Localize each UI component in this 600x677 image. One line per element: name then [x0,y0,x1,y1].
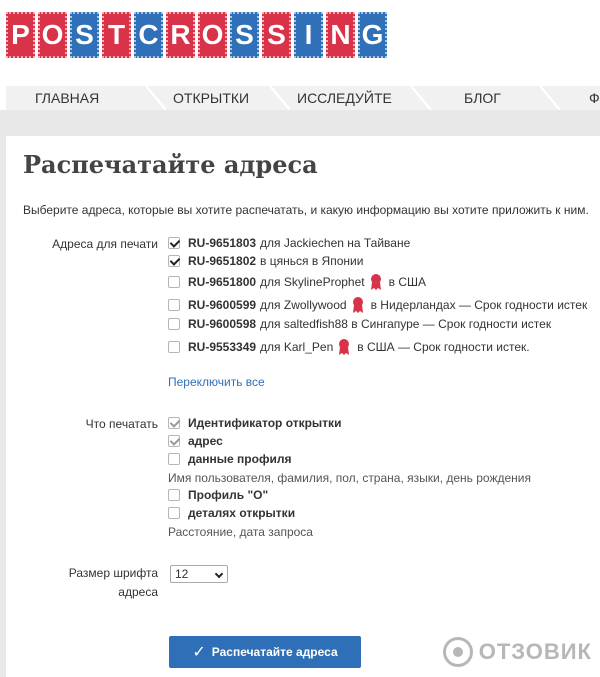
address-row[interactable] [168,338,530,356]
address-text: для saltedfish88 в Сингапуре — Срок годности истек [260,317,552,331]
ribbon-icon [337,338,351,356]
print-option[interactable] [168,452,291,466]
logo-letter: R [166,12,195,58]
profile-hint: Имя пользователя, фамилия, пол, страна, языки, день рождения [168,471,532,485]
address-checkbox[interactable] [168,276,180,288]
print-option-checkbox[interactable] [168,489,180,501]
address-text: в цянься в Японии [260,254,364,268]
nav-spacer [0,110,600,136]
logo-letter: G [358,12,387,58]
chevron-down-icon [215,570,223,578]
nav-item-forum[interactable]: Ф [589,90,600,106]
details-hint: Расстояние, дата запроса [168,525,313,539]
print-option[interactable] [168,506,295,520]
print-option[interactable] [168,488,268,502]
print-addresses-button[interactable] [169,636,361,668]
otzovik-logo-icon [443,637,473,667]
nav-divider [146,86,166,110]
logo-letter: N [326,12,355,58]
address-row[interactable] [168,273,426,291]
print-option-checkbox[interactable] [168,435,180,447]
print-option-checkbox[interactable] [168,507,180,519]
address-recipient: для SkylineProphet [260,275,365,289]
logo-letter: O [198,12,227,58]
logo-letter: C [134,12,163,58]
address-country: в США — Срок годности истек. [357,340,530,354]
address-checkbox[interactable] [168,237,180,249]
address-checkbox[interactable] [168,299,180,311]
address-checkbox[interactable] [168,318,180,330]
address-row[interactable] [168,254,363,268]
logo-letter: O [38,12,67,58]
postcard-code[interactable]: RU-9600599 [188,298,257,312]
address-row[interactable] [168,296,587,314]
logo-letter: S [262,12,291,58]
logo-letter: S [70,12,99,58]
print-addresses-button-label: Распечатайте адреса [211,645,338,659]
postcard-code[interactable]: RU-9651802 [188,254,257,268]
nav-item-blog[interactable]: БЛОГ [464,90,501,106]
nav-bar [6,86,600,110]
site-header [0,0,600,86]
address-checkbox[interactable] [168,341,180,353]
page-intro: Выберите адреса, которые вы хотите распечатать, и какую информацию вы хотите приложить к ним. [23,203,589,217]
ribbon-icon [369,273,383,291]
checkmark-icon: ✓ [192,644,206,661]
font-size-value: 12 [175,567,189,581]
otzovik-watermark [443,637,592,667]
address-row[interactable] [168,317,551,331]
postcard-code[interactable]: RU-9651800 [188,275,257,289]
nav-item-explore[interactable]: ИССЛЕДУЙТЕ [297,90,392,106]
logo-letter: T [102,12,131,58]
main-content [6,136,600,677]
print-option-label: данные профиля [188,452,292,466]
logo-letter: I [294,12,323,58]
nav-divider [270,86,290,110]
print-option-checkbox[interactable] [168,453,180,465]
nav-divider [540,86,560,110]
address-text: для Jackiechen на Тайване [260,236,411,250]
nav-item-postcards[interactable]: ОТКРЫТКИ [173,90,250,106]
nav-divider [411,86,431,110]
print-option-checkbox[interactable] [168,417,180,429]
font-size-label-line2: адреса [118,585,158,599]
font-size-label [24,566,158,599]
print-option-label: Идентификатор открытки [188,416,342,430]
postcard-code[interactable]: RU-9553349 [188,340,257,354]
logo-letter: P [6,12,35,58]
address-country: в Нидерландах — Срок годности истек [370,298,588,312]
toggle-all-link[interactable]: Переключить все [168,375,265,389]
print-option-label: Профиль "О" [188,488,269,502]
font-size-select[interactable] [170,565,228,583]
nav-item-home[interactable]: ГЛАВНАЯ [35,90,100,106]
addresses-label: Адреса для печати [52,237,158,251]
address-recipient: для Karl_Pen [260,340,334,354]
logo-letter: S [230,12,259,58]
postcrossing-logo[interactable] [6,12,387,58]
font-size-label-line1: Размер шрифта [68,566,158,580]
watermark-text: ОТЗОВИК [478,639,592,664]
postcard-code[interactable]: RU-9651803 [188,236,257,250]
print-option[interactable] [168,416,341,430]
postcard-code[interactable]: RU-9600598 [188,317,257,331]
address-recipient: для Zwollywood [260,298,347,312]
ribbon-icon [351,296,365,314]
print-option-label: деталях открытки [188,506,296,520]
print-option-label: адрес [188,434,223,448]
main-nav [0,86,600,110]
address-row[interactable] [168,236,410,250]
print-option[interactable] [168,434,223,448]
address-country: в США [388,275,426,289]
page-title: Распечатайте адреса [23,150,318,179]
address-checkbox[interactable] [168,255,180,267]
print-what-label: Что печатать [85,417,158,431]
